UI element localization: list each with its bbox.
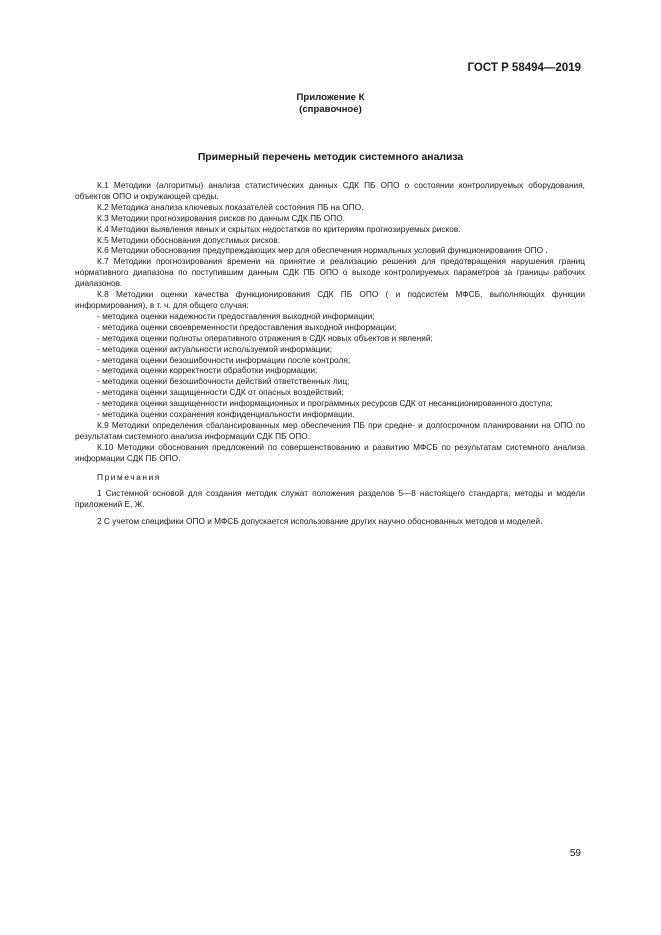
appendix-title: Примерный перечень методик системного анализа: [197, 152, 464, 163]
notes-heading: Примечания: [97, 471, 161, 482]
paragraph-k5: К.5 Методики обоснования допустимых рисков.: [97, 234, 281, 245]
appendix-kind: (справочное): [299, 104, 362, 115]
paragraph-k9: К.9 Методики определения сбалансированных мер обеспечения ПБ при средне- и долгосрочном планировании на ОПО по результатам системного анализа информации СДК ПБ ОПО.: [75, 419, 585, 441]
paragraph-k3: К.3 Методики прогнозирования рисков по данным СДК ПБ ОПО.: [97, 212, 345, 223]
paragraph-k1: К.1 Методики (алгоритмы) анализа статистических данных СДК ПБ ОПО о состоянии контролируемых оборудования, объектов ОПО и окружающей среды.: [75, 180, 585, 201]
list-item: - методика оценки корректности обработки информации;: [97, 365, 318, 376]
paragraph-k4: К.4 Методики выявления явных и скрытых недостатков по критериям прогнозируемых рисков.: [97, 223, 461, 234]
list-item: - методика оценки актуальности используемой информации;: [97, 343, 333, 354]
paragraph-k10: К.10 Методики обоснования предложений по совершенствованию и развитию МФСБ по результатам системного анализа информации СДК ПБ ОПО.: [75, 441, 585, 463]
note-item: 1 Системной основой для создания методик служат положения разделов 5—8 настоящего стандарта, методы и модели приложений Е, Ж.: [75, 488, 585, 510]
list-item: - методика оценки защищенности СДК от опасных воздействий;: [97, 387, 344, 398]
list-item: - методика оценки надежности предоставления выходной информации;: [97, 310, 375, 321]
list-item: - методика оценки сохранения конфиденциальности информации.: [97, 409, 355, 420]
list-item: - методика оценки полноты оперативного отражения в СДК новых объектов и явлений;: [97, 332, 433, 343]
appendix-label: Приложение К: [296, 92, 365, 103]
paragraph-k6: К.6 Методики обоснования предупреждающих мер для обеспечения нормальных условий функционирования ОПО .: [97, 245, 548, 256]
list-item: - методика оценки защищенности информационных и программных ресурсов СДК от несанкционированного доступа;: [97, 398, 553, 409]
paragraph-k7: К.7 Методики прогнозирования времени на принятие и реализацию решения для предотвращения нарушения границ нормативного диапазона по поступившим данным СДК ПБ ОПО о выходе контролируемых параметров за границы рабочих диапазонов.: [75, 256, 585, 289]
document-code: ГОСТ Р 58494—2019: [467, 62, 581, 74]
appendix-heading: [0, 92, 661, 116]
list-item: - методика оценки безошибочности информации после контроля;: [97, 354, 351, 365]
page-number: 59: [569, 848, 581, 859]
note-item: 2 С учетом специфики ОПО и МФСБ допускается использование других научно обоснованных методов и моделей.: [97, 516, 543, 527]
list-item: - методика оценки безошибочности действий ответственных лиц;: [97, 376, 350, 387]
list-item: - методика оценки своевременности предоставления выходной информации;: [97, 321, 397, 332]
paragraph-k8: К.8 Методики оценки качества функционирования СДК ПБ ОПО ( и подсистем МФСБ, выполняющих функции информирования), в т. ч. для общего случая:: [75, 289, 585, 310]
appendix-body: [75, 180, 585, 527]
paragraph-k2: К.2 Методика анализа ключевых показателей состояния ПБ на ОПО.: [97, 201, 364, 212]
